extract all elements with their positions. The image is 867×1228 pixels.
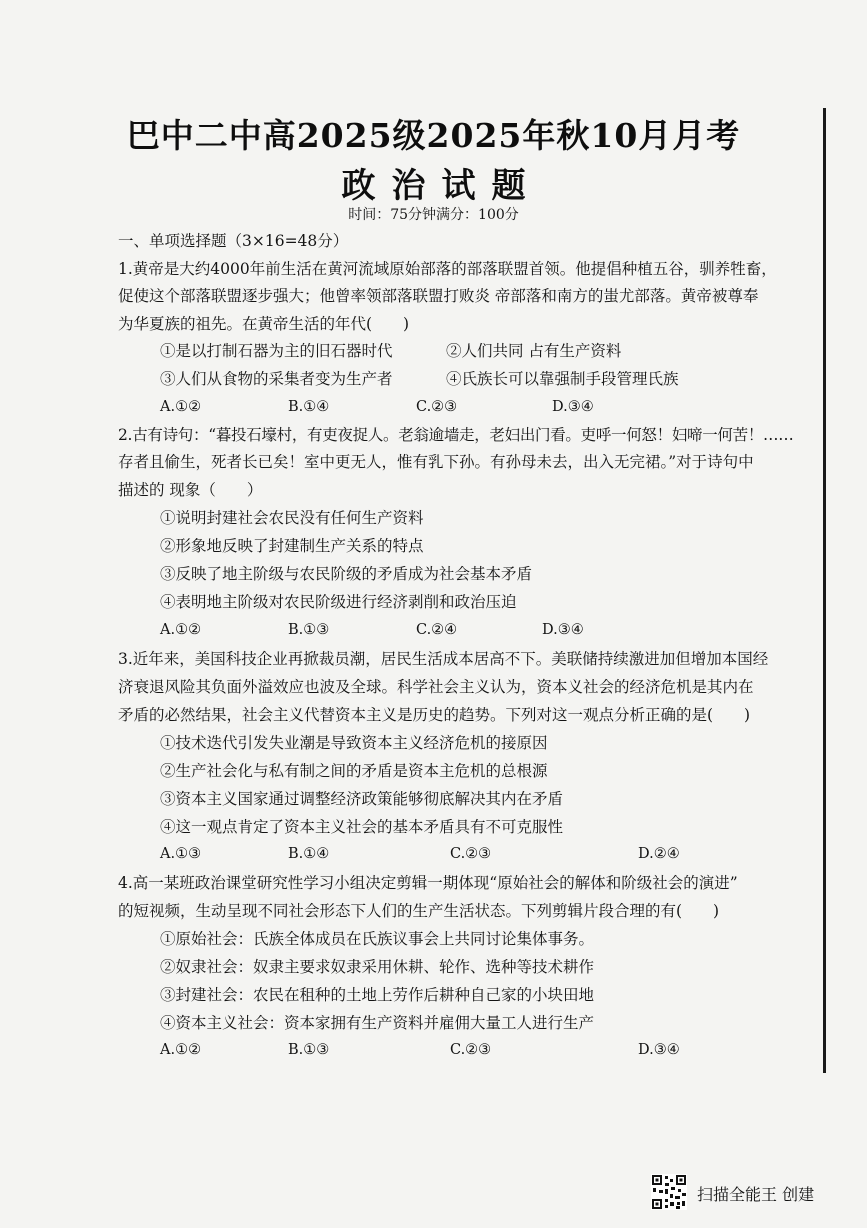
answer-choices <box>160 1042 720 1062</box>
option-statement: ②人们共同 占有生产资料 <box>446 342 622 360</box>
option-statement: ④氏族长可以靠强制手段管理氏族 <box>446 370 679 388</box>
section-heading: 一、单项选择题（3×16=48分） <box>118 232 349 250</box>
choice-c[interactable]: C.②③ <box>450 1042 492 1058</box>
margin-line <box>823 108 826 1073</box>
option-statement: ③资本主义国家通过调整经济政策能够彻底解决其内在矛盾 <box>160 790 564 808</box>
choice-c[interactable]: C.②④ <box>416 622 458 638</box>
choice-a[interactable]: A.①② <box>160 622 202 638</box>
question-stem-line: 的短视频，生动呈现不同社会形态下人们的生产生活状态。下列剪辑片段合理的有( ) <box>118 902 720 920</box>
answer-choices <box>160 399 660 419</box>
option-statement: ②形象地反映了封建制生产关系的特点 <box>160 537 424 555</box>
option-statement: ①是以打制石器为主的旧石器时代 <box>160 342 393 360</box>
scanner-watermark <box>651 1172 841 1212</box>
choice-a[interactable]: A.①③ <box>160 846 202 862</box>
option-statement: ③反映了地主阶级与农民阶级的矛盾成为社会基本矛盾 <box>160 565 533 583</box>
question-stem-line: 描述的 现象（ ） <box>118 481 263 499</box>
question-stem-line: 1.黄帝是大约4000年前生活在黄河流域原始部落的部落联盟首领。他提倡种植五谷，驯养牲畜， <box>118 260 777 278</box>
question-stem-line: 存者且偷生，死者长已矣！室中更无人，惟有乳下孙。有孙母未去，出入无完裙。”对于诗句中 <box>118 453 754 471</box>
choice-a[interactable]: A.①② <box>160 1042 202 1058</box>
answer-choices <box>160 622 660 642</box>
choice-b[interactable]: B.①③ <box>288 622 330 638</box>
option-statement: ③人们从食物的采集者变为生产者 <box>160 370 393 388</box>
option-statement: ①原始社会：氏族全体成员在氏族议事会上共同讨论集体事务。 <box>160 930 595 948</box>
question-stem-line: 矛盾的必然结果，社会主义代替资本主义是历史的趋势。下列对这一观点分析正确的是( ) <box>118 706 751 724</box>
option-statement: ④资本主义社会：资本家拥有生产资料并雇佣大量工人进行生产 <box>160 1014 595 1032</box>
choice-d[interactable]: D.②④ <box>638 846 680 862</box>
question-stem-line: 济衰退风险其负面外溢效应也波及全球。科学社会主义认为，资本义社会的经济危机是其内在 <box>118 678 754 696</box>
option-statement: ①技术迭代引发失业潮是导致资本主义经济危机的接原因 <box>160 734 548 752</box>
question-stem-line: 4.高一某班政治课堂研究性学习小组决定剪辑一期体现“原始社会的解体和阶级社会的演进” <box>118 874 738 892</box>
question-stem-line: 为华夏族的祖先。在黄帝生活的年代( ) <box>118 315 410 333</box>
choice-b[interactable]: B.①③ <box>288 1042 330 1058</box>
choice-d[interactable]: D.③④ <box>638 1042 680 1058</box>
question-stem-line: 促使这个部落联盟逐步强大；他曾率领部落联盟打败炎 帝部落和南方的蚩尤部落。黄帝被尊奉 <box>118 287 759 305</box>
choice-a[interactable]: A.①② <box>160 399 202 415</box>
choice-c[interactable]: C.②③ <box>416 399 458 415</box>
question-stem-line: 3.近年来，美国科技企业再掀裁员潮，居民生活成本居高不下。美联储持续激进加但增加本国经 <box>118 650 769 668</box>
answer-choices <box>160 846 720 866</box>
option-statement: ①说明封建社会农民没有任何生产资料 <box>160 509 424 527</box>
exam-title: 巴中二中高2025级2025年秋10月月考 <box>126 116 741 155</box>
choice-c[interactable]: C.②③ <box>450 846 492 862</box>
option-statement: ④这一观点肯定了资本主义社会的基本矛盾具有不可克服性 <box>160 818 564 836</box>
option-statement: ④表明地主阶级对农民阶级进行经济剥削和政治压迫 <box>160 593 517 611</box>
choice-d[interactable]: D.③④ <box>552 399 594 415</box>
scanner-brand-text: 扫描全能王 创建 <box>697 1185 815 1204</box>
option-statement: ②奴隶社会：奴隶主要求奴隶采用休耕、轮作、选种等技术耕作 <box>160 958 595 976</box>
choice-d[interactable]: D.③④ <box>542 622 584 638</box>
choice-b[interactable]: B.①④ <box>288 399 330 415</box>
time-info: 时间：75分钟满分：100分 <box>348 207 519 223</box>
option-statement: ③封建社会：农民在租种的土地上劳作后耕种自己家的小块田地 <box>160 986 595 1004</box>
question-stem-line: 2.古有诗句：“暮投石壕村，有吏夜捉人。老翁逾墙走，老妇出门看。吏呼一何怒！妇啼一何苦！…… <box>118 426 794 444</box>
option-statement: ②生产社会化与私有制之间的矛盾是资本主危机的总根源 <box>160 762 548 780</box>
choice-b[interactable]: B.①④ <box>288 846 330 862</box>
exam-subtitle: 政治试题 <box>341 166 542 206</box>
qr-code-icon <box>651 1174 687 1210</box>
